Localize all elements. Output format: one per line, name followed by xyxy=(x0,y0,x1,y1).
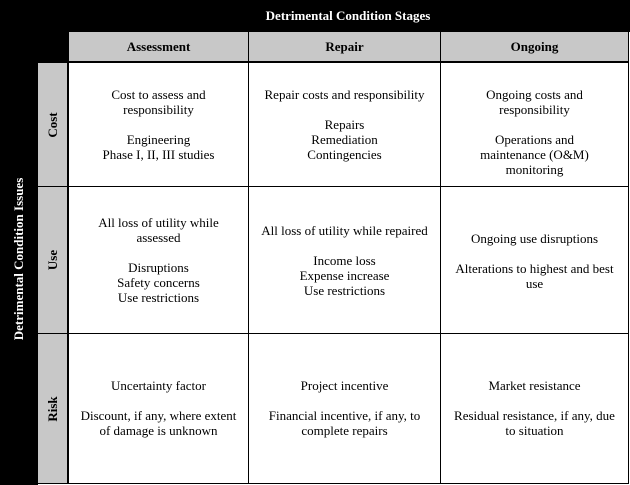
row-group-title-wrap xyxy=(0,32,38,485)
cell-risk-ongoing xyxy=(440,333,628,484)
cell-item: Contingencies xyxy=(307,147,382,162)
cell-item: Repairs xyxy=(324,117,365,132)
row-header-use-label: Use xyxy=(44,249,60,271)
cell-use-repair xyxy=(248,186,440,333)
cell-heading: Market resistance xyxy=(488,378,581,393)
cell-risk-repair xyxy=(248,333,440,484)
cell-cost-assessment xyxy=(68,62,248,186)
cell-heading: Ongoing costs and responsibility xyxy=(486,87,583,117)
bottom-border xyxy=(38,483,629,484)
cell-heading: Ongoing use disruptions xyxy=(470,231,599,246)
cell-item: Use restrictions xyxy=(303,283,386,298)
cell-heading: Repair costs and responsibility xyxy=(264,87,425,102)
cell-item: Safety concerns xyxy=(117,275,200,290)
row-header-use xyxy=(38,186,68,333)
column-header-repair: Repair xyxy=(248,32,440,62)
cell-cost-ongoing xyxy=(440,62,628,186)
cell-risk-assessment xyxy=(68,333,248,484)
cell-heading: All loss of utility while assessed xyxy=(98,215,219,245)
cell-item: Use restrictions xyxy=(117,290,200,305)
cell-item: Phase I, II, III studies xyxy=(102,147,215,162)
column-header-ongoing: Ongoing xyxy=(440,32,628,62)
cell-heading: Project incentive xyxy=(300,378,389,393)
row-header-risk xyxy=(38,333,68,484)
column-group-title: Detrimental Condition Stages xyxy=(265,8,431,23)
cell-item: Disruptions xyxy=(128,260,189,275)
cell-item: Financial incentive, if any, to complete repairs xyxy=(268,408,421,438)
column-header-assessment: Assessment xyxy=(68,32,248,62)
row-header-risk-label: Risk xyxy=(44,396,60,422)
corner-cell xyxy=(38,32,68,62)
cell-heading: Uncertainty factor xyxy=(111,378,206,393)
row-header-cost xyxy=(38,62,68,186)
row-group-title: Detrimental Condition Issues xyxy=(11,177,26,340)
right-border xyxy=(628,32,629,484)
cell-item: Alterations to highest and best use xyxy=(455,261,614,291)
cell-item: Remediation xyxy=(311,132,378,147)
cell-cost-repair xyxy=(248,62,440,186)
cell-item: Engineering xyxy=(126,132,191,147)
cell-item: Expense increase xyxy=(299,268,390,283)
cell-heading: All loss of utility while repaired xyxy=(261,223,428,238)
cell-item: Residual resistance, if any, due to situation xyxy=(454,408,615,438)
cell-use-ongoing xyxy=(440,186,628,333)
cell-item: Discount, if any, where extent of damage is unknown xyxy=(80,408,237,438)
cell-item: Income loss xyxy=(313,253,376,268)
cell-heading: Cost to assess and responsibility xyxy=(111,87,206,117)
cell-item: Operations and maintenance (O&M) monitoring xyxy=(480,132,589,177)
cell-use-assessment xyxy=(68,186,248,333)
row-header-cost-label: Cost xyxy=(44,111,60,138)
